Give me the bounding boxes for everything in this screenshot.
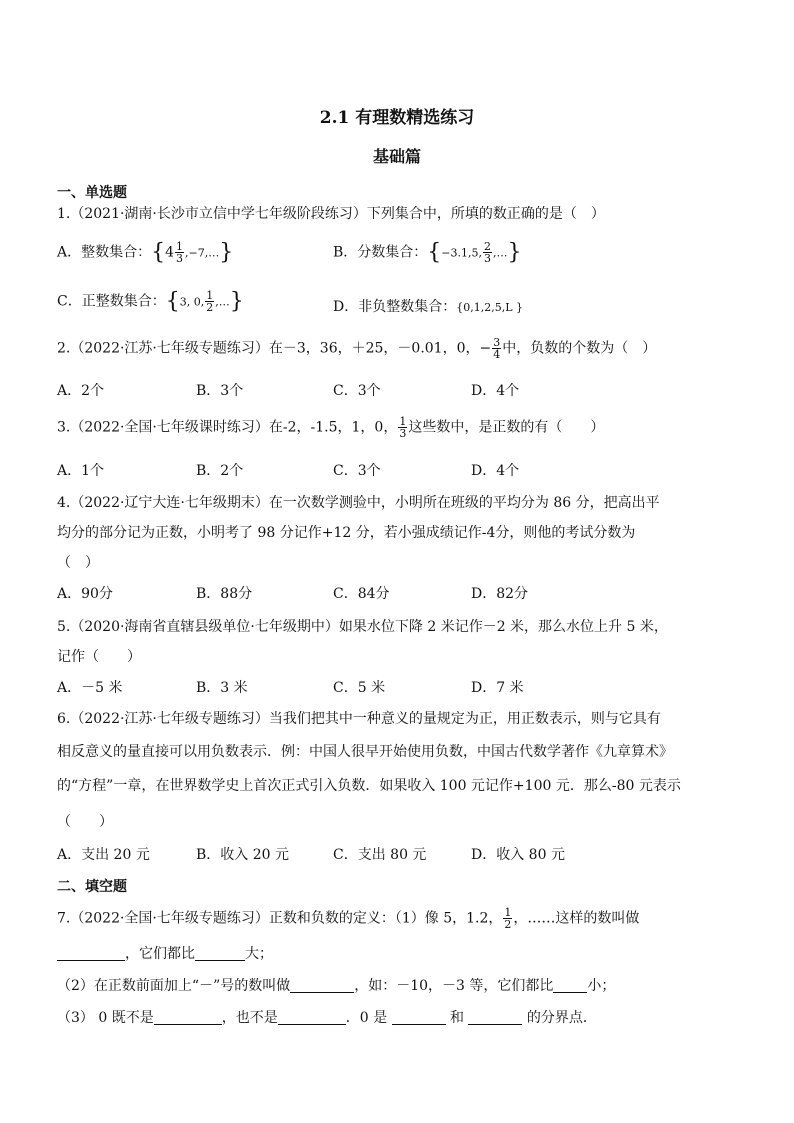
question-4-line-2: 均分的部分记为正数，小明考了 98 分记作+12 分，若小强成绩记作-4分，则他的考试分数为 xyxy=(57,525,636,541)
question-7-line-3: （2）在正数前面加上“－”号的数叫做 ，如：－10，－3 等，它们都比 小； xyxy=(57,978,616,994)
answer-blank[interactable] xyxy=(392,1010,446,1025)
answer-blank[interactable] xyxy=(195,946,245,961)
question-2-option-a: A．2个 xyxy=(57,383,105,399)
question-6-option-c: C．支出 80 元 xyxy=(333,847,427,863)
question-6-option-a: A．支出 20 元 xyxy=(57,847,150,863)
question-3-option-d: D．4个 xyxy=(471,463,520,479)
question-7-line-1: 7.（2022·全国·七年级专题练习）正数和负数的定义：（1）像 5，1.2， $\frac{1}{2}$ ，……这样的数叫做 xyxy=(57,906,640,931)
question-6-option-b: B．收入 20 元 xyxy=(196,847,290,863)
question-5-option-d: D．7 米 xyxy=(471,680,524,696)
question-3-option-c: C．3个 xyxy=(333,463,381,479)
question-6-line-3: 的“方程”一章，在世界数学史上首次正式引入负数．如果收入 100 元记作+100 元．那么-80 元表示 xyxy=(57,778,681,794)
question-2-option-d: D．4个 xyxy=(471,383,520,399)
question-5-line-2: 记作（ ） xyxy=(57,649,141,665)
answer-blank[interactable] xyxy=(290,978,354,993)
answer-blank[interactable] xyxy=(553,978,587,993)
page-subtitle: 基础篇 xyxy=(372,147,421,166)
answer-blank[interactable] xyxy=(154,1010,222,1025)
answer-blank[interactable] xyxy=(278,1010,346,1025)
question-3-stem: 3.（2022·全国·七年级课时练习）在-2，-1.5，1，0， $\frac{1}{3}$ 这些数中，是正数的有（ ） xyxy=(57,415,605,440)
page-title: 2.1 有理数精选练习 xyxy=(319,108,475,128)
question-7-line-2: ，它们都比 大； xyxy=(57,943,273,963)
question-3-option-b: B．2个 xyxy=(196,463,244,479)
question-4-option-c: C．84分 xyxy=(333,586,390,602)
question-5-option-a: A．－5 米 xyxy=(57,680,123,696)
answer-blank[interactable] xyxy=(468,1010,522,1025)
question-7-line-4: （3） 0 既不是 ，也不是 ．0 是 和 的分界点． xyxy=(57,1010,597,1026)
question-5-option-c: C．5 米 xyxy=(333,680,386,696)
question-4-line-1: 4.（2022·辽宁大连·七年级期末）在一次数学测验中，小明所在班级的平均分为 86 分，把高出平 xyxy=(57,495,660,511)
question-1-option-b: B．分数集合：{−3.1,5, $\frac{2}{3}$ ,…} xyxy=(333,240,522,265)
question-4-option-d: D．82分 xyxy=(471,586,529,602)
question-3-option-a: A．1个 xyxy=(57,463,105,479)
question-1-option-a: A．整数集合：{4 $\frac{1}{3}$ ,−7,…} xyxy=(57,240,234,265)
question-2-option-c: C．3个 xyxy=(333,383,381,399)
question-6-line-1: 6.（2022·江苏·七年级专题练习）当我们把其中一种意义的量规定为正，用正数表示，则与它具有 xyxy=(57,711,661,727)
question-6-line-2: 相反意义的量直接可以用负数表示．例：中国人很早开始使用负数，中国古代数学著作《九章算术》 xyxy=(57,744,673,760)
question-6-option-d: D．收入 80 元 xyxy=(471,847,565,863)
question-5-line-1: 5.（2020·海南省直辖县级单位·七年级期中）如果水位下降 2 米记作－2 米，那么水位上升 5 米， xyxy=(57,619,668,635)
question-1-option-d: D．非负整数集合：{0,1,2,5,L } xyxy=(333,299,524,315)
question-6-line-4: （ ） xyxy=(57,814,113,830)
question-2-option-b: B．3个 xyxy=(196,383,244,399)
answer-blank[interactable] xyxy=(57,946,125,961)
section-fill-in: 二、填空题 xyxy=(57,879,127,895)
question-4-line-3: （ ） xyxy=(57,555,99,571)
question-1-stem: 1.（2021·湖南·长沙市立信中学七年级阶段练习）下列集合中，所填的数正确的是（ ） xyxy=(57,206,605,222)
question-4-option-b: B．88分 xyxy=(196,586,253,602)
section-multiple-choice: 一、单选题 xyxy=(57,185,127,201)
question-1-option-c: C．正整数集合：{3, 0, $\frac{1}{2}$ ,…} xyxy=(57,289,244,314)
question-5-option-b: B．3 米 xyxy=(196,680,248,696)
question-2-stem: 2.（2022·江苏·七年级专题练习）在－3，36，＋25，－0.01，0，− $\frac{3}{4}$ 中，负数的个数为（ ） xyxy=(57,336,657,361)
question-4-option-a: A．90分 xyxy=(57,586,113,602)
